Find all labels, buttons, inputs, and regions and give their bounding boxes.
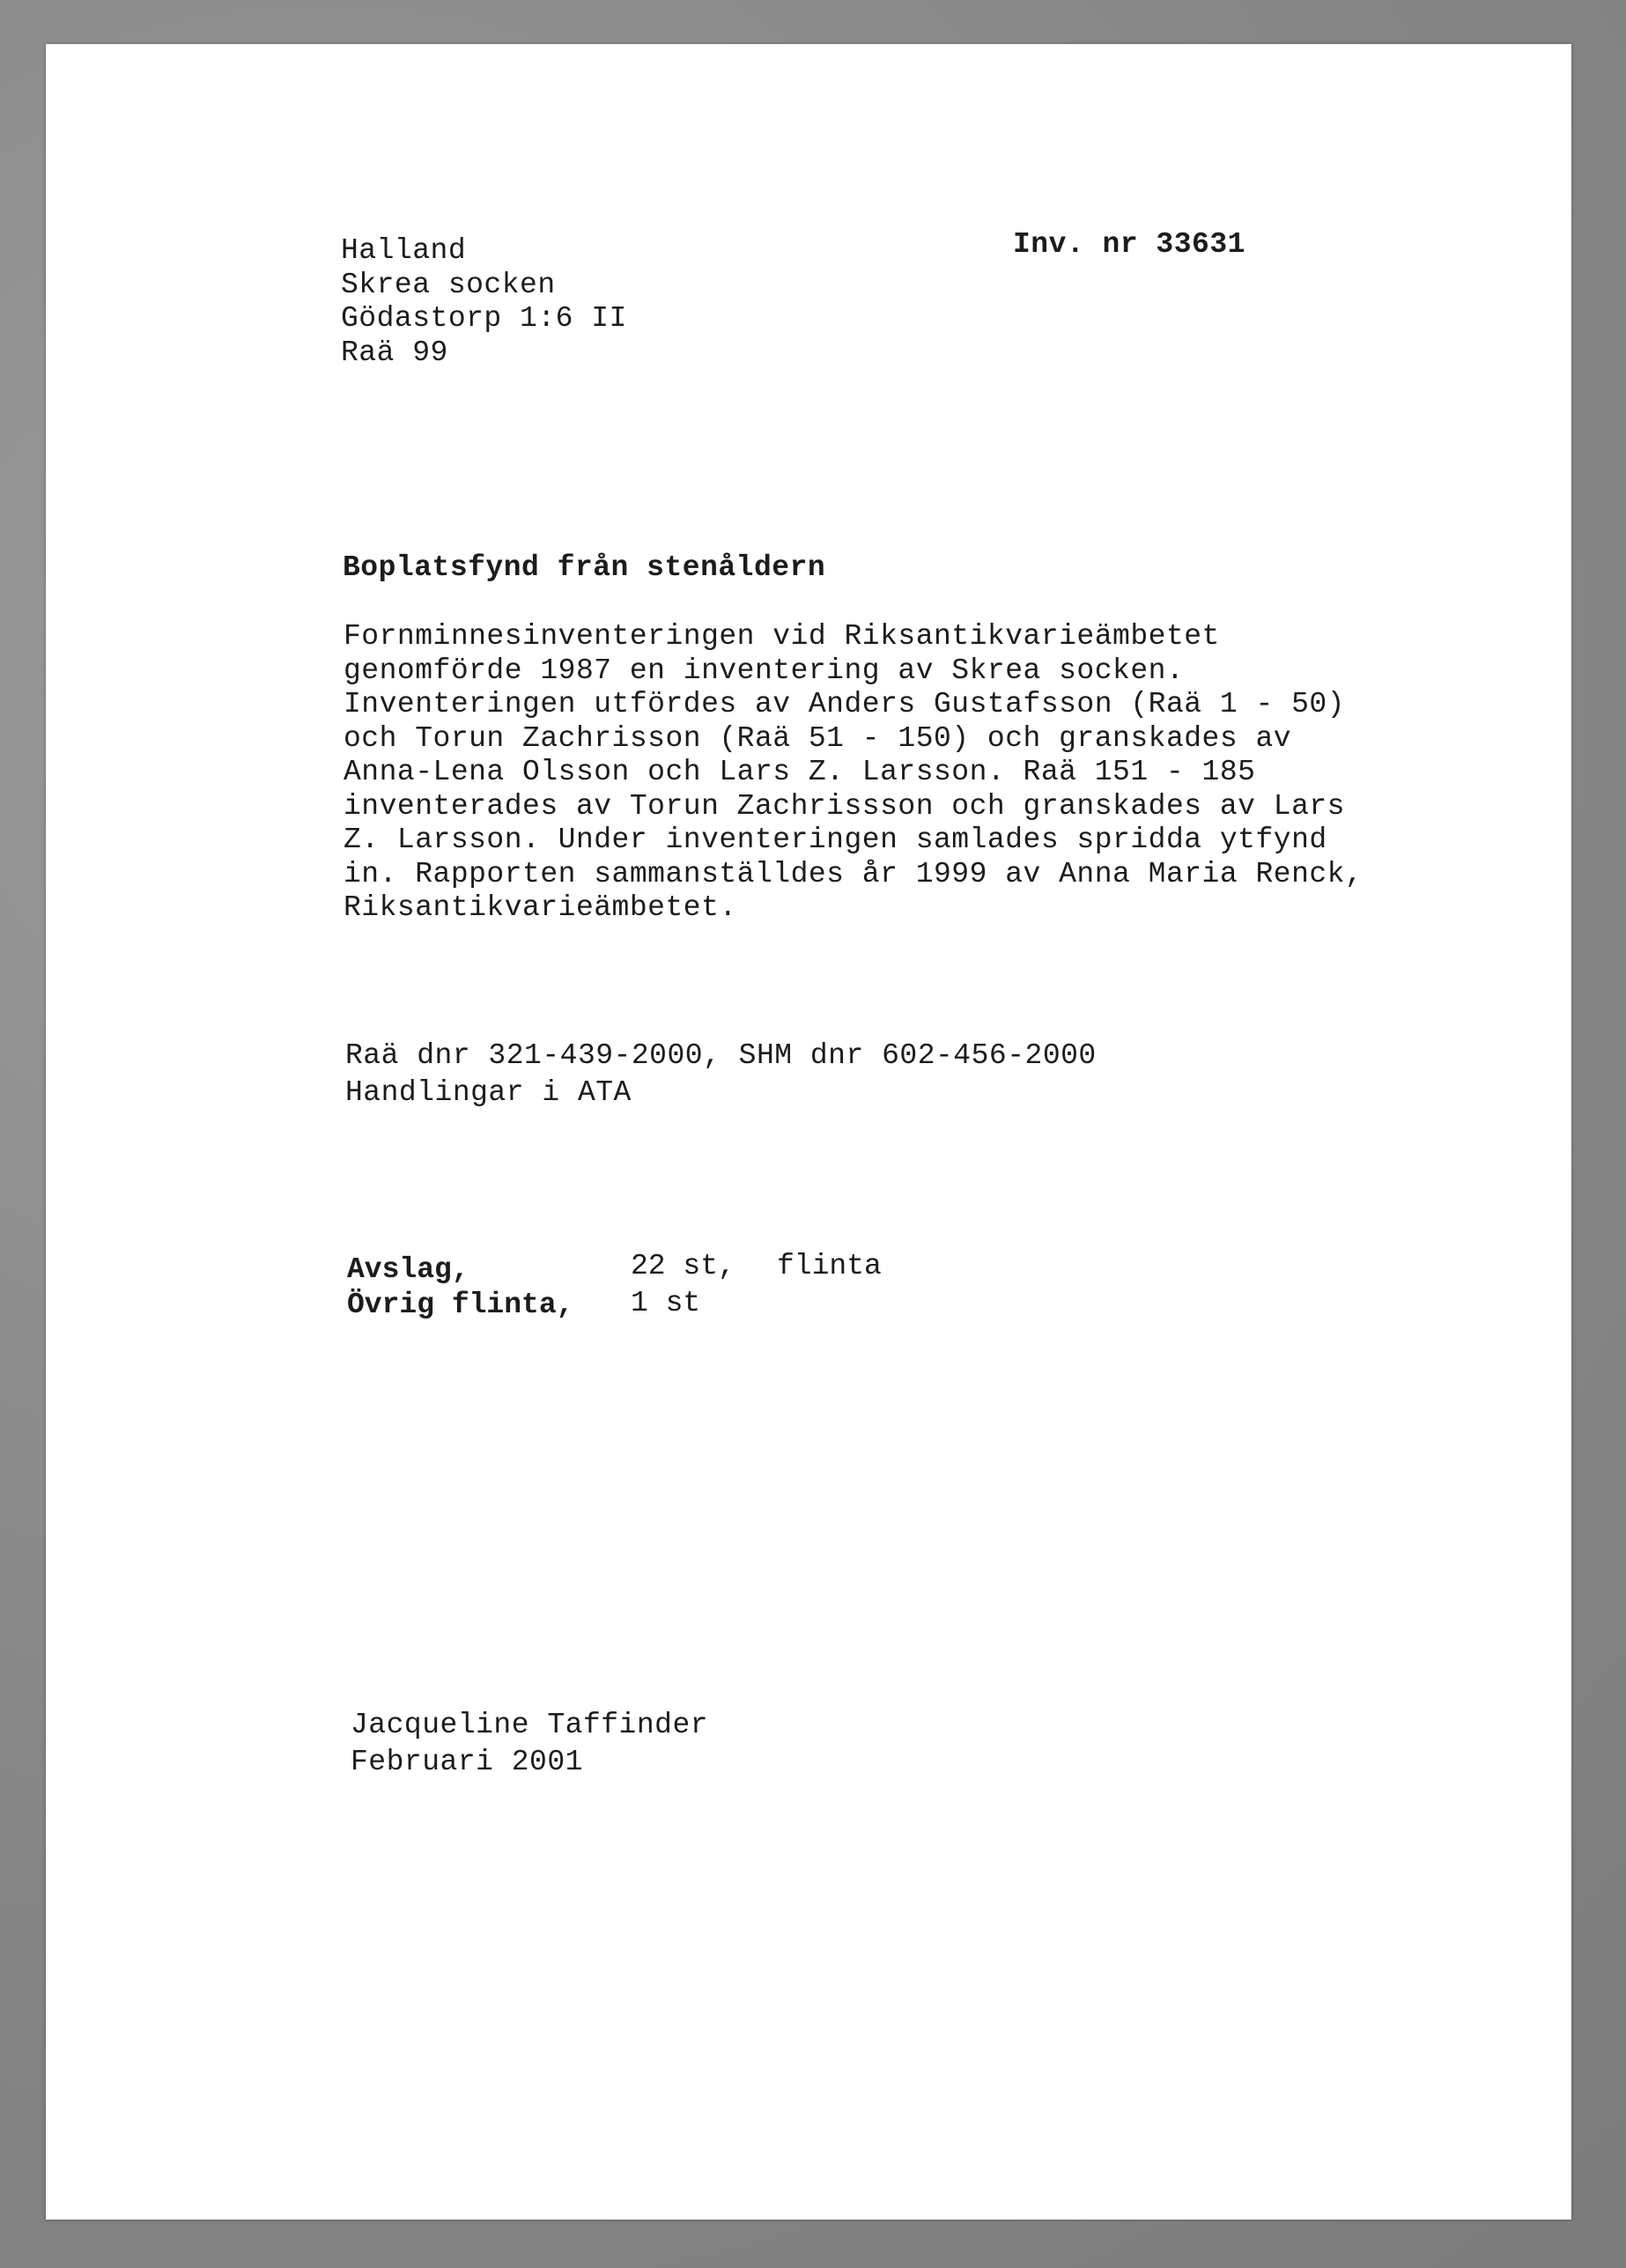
body-line: Anna-Lena Olsson och Lars Z. Larsson. Raä 151 - 185 xyxy=(344,756,1256,788)
signature-date: Februari 2001 xyxy=(351,1746,583,1778)
find-material: flinta xyxy=(777,1250,882,1282)
find-count: 22 st, xyxy=(631,1250,735,1282)
location-block xyxy=(341,234,627,370)
body-line: Z. Larsson. Under inventeringen samlades spridda ytfynd xyxy=(344,824,1327,856)
body-line: och Torun Zachrisson (Raä 51 - 150) och granskades av xyxy=(344,721,1292,755)
signature-block xyxy=(351,1707,708,1781)
body-line: in. Rapporten sammanställdes år 1999 av Anna Maria Renck, xyxy=(344,857,1364,890)
body-line: Fornminnesinventeringen vid Riksantikvarieämbetet xyxy=(344,620,1220,653)
document-page xyxy=(46,44,1571,2220)
find-type: Övrig flinta, xyxy=(347,1289,574,1321)
body-line: inventerades av Torun Zachrissson och granskades av Lars xyxy=(344,789,1345,823)
signature-name: Jacqueline Taffinder xyxy=(351,1709,709,1741)
body-paragraph xyxy=(344,620,1363,926)
location-line: Raä 99 xyxy=(341,336,448,369)
dnr-line: Raä dnr 321-439-2000, SHM dnr 602-456-2000 xyxy=(345,1039,1097,1072)
find-type: Avslag, xyxy=(347,1253,469,1286)
body-line: Inventeringen utfördes av Anders Gustafsson (Raä 1 - 50) xyxy=(344,688,1345,720)
document-title: Boplatsfynd från stenåldern xyxy=(343,551,826,584)
body-line: genomförde 1987 en inventering av Skrea socken. xyxy=(344,654,1185,687)
location-line: Halland xyxy=(341,234,467,267)
location-line: Skrea socken xyxy=(341,268,556,301)
body-line: Riksantikvarieämbetet. xyxy=(344,891,737,924)
inventory-number: Inv. nr 33631 xyxy=(1013,228,1245,261)
location-line: Gödastorp 1:6 II xyxy=(341,302,627,335)
documents-line: Handlingar i ATA xyxy=(345,1076,632,1109)
find-count: 1 st xyxy=(631,1287,701,1319)
references-block xyxy=(345,1038,1097,1112)
